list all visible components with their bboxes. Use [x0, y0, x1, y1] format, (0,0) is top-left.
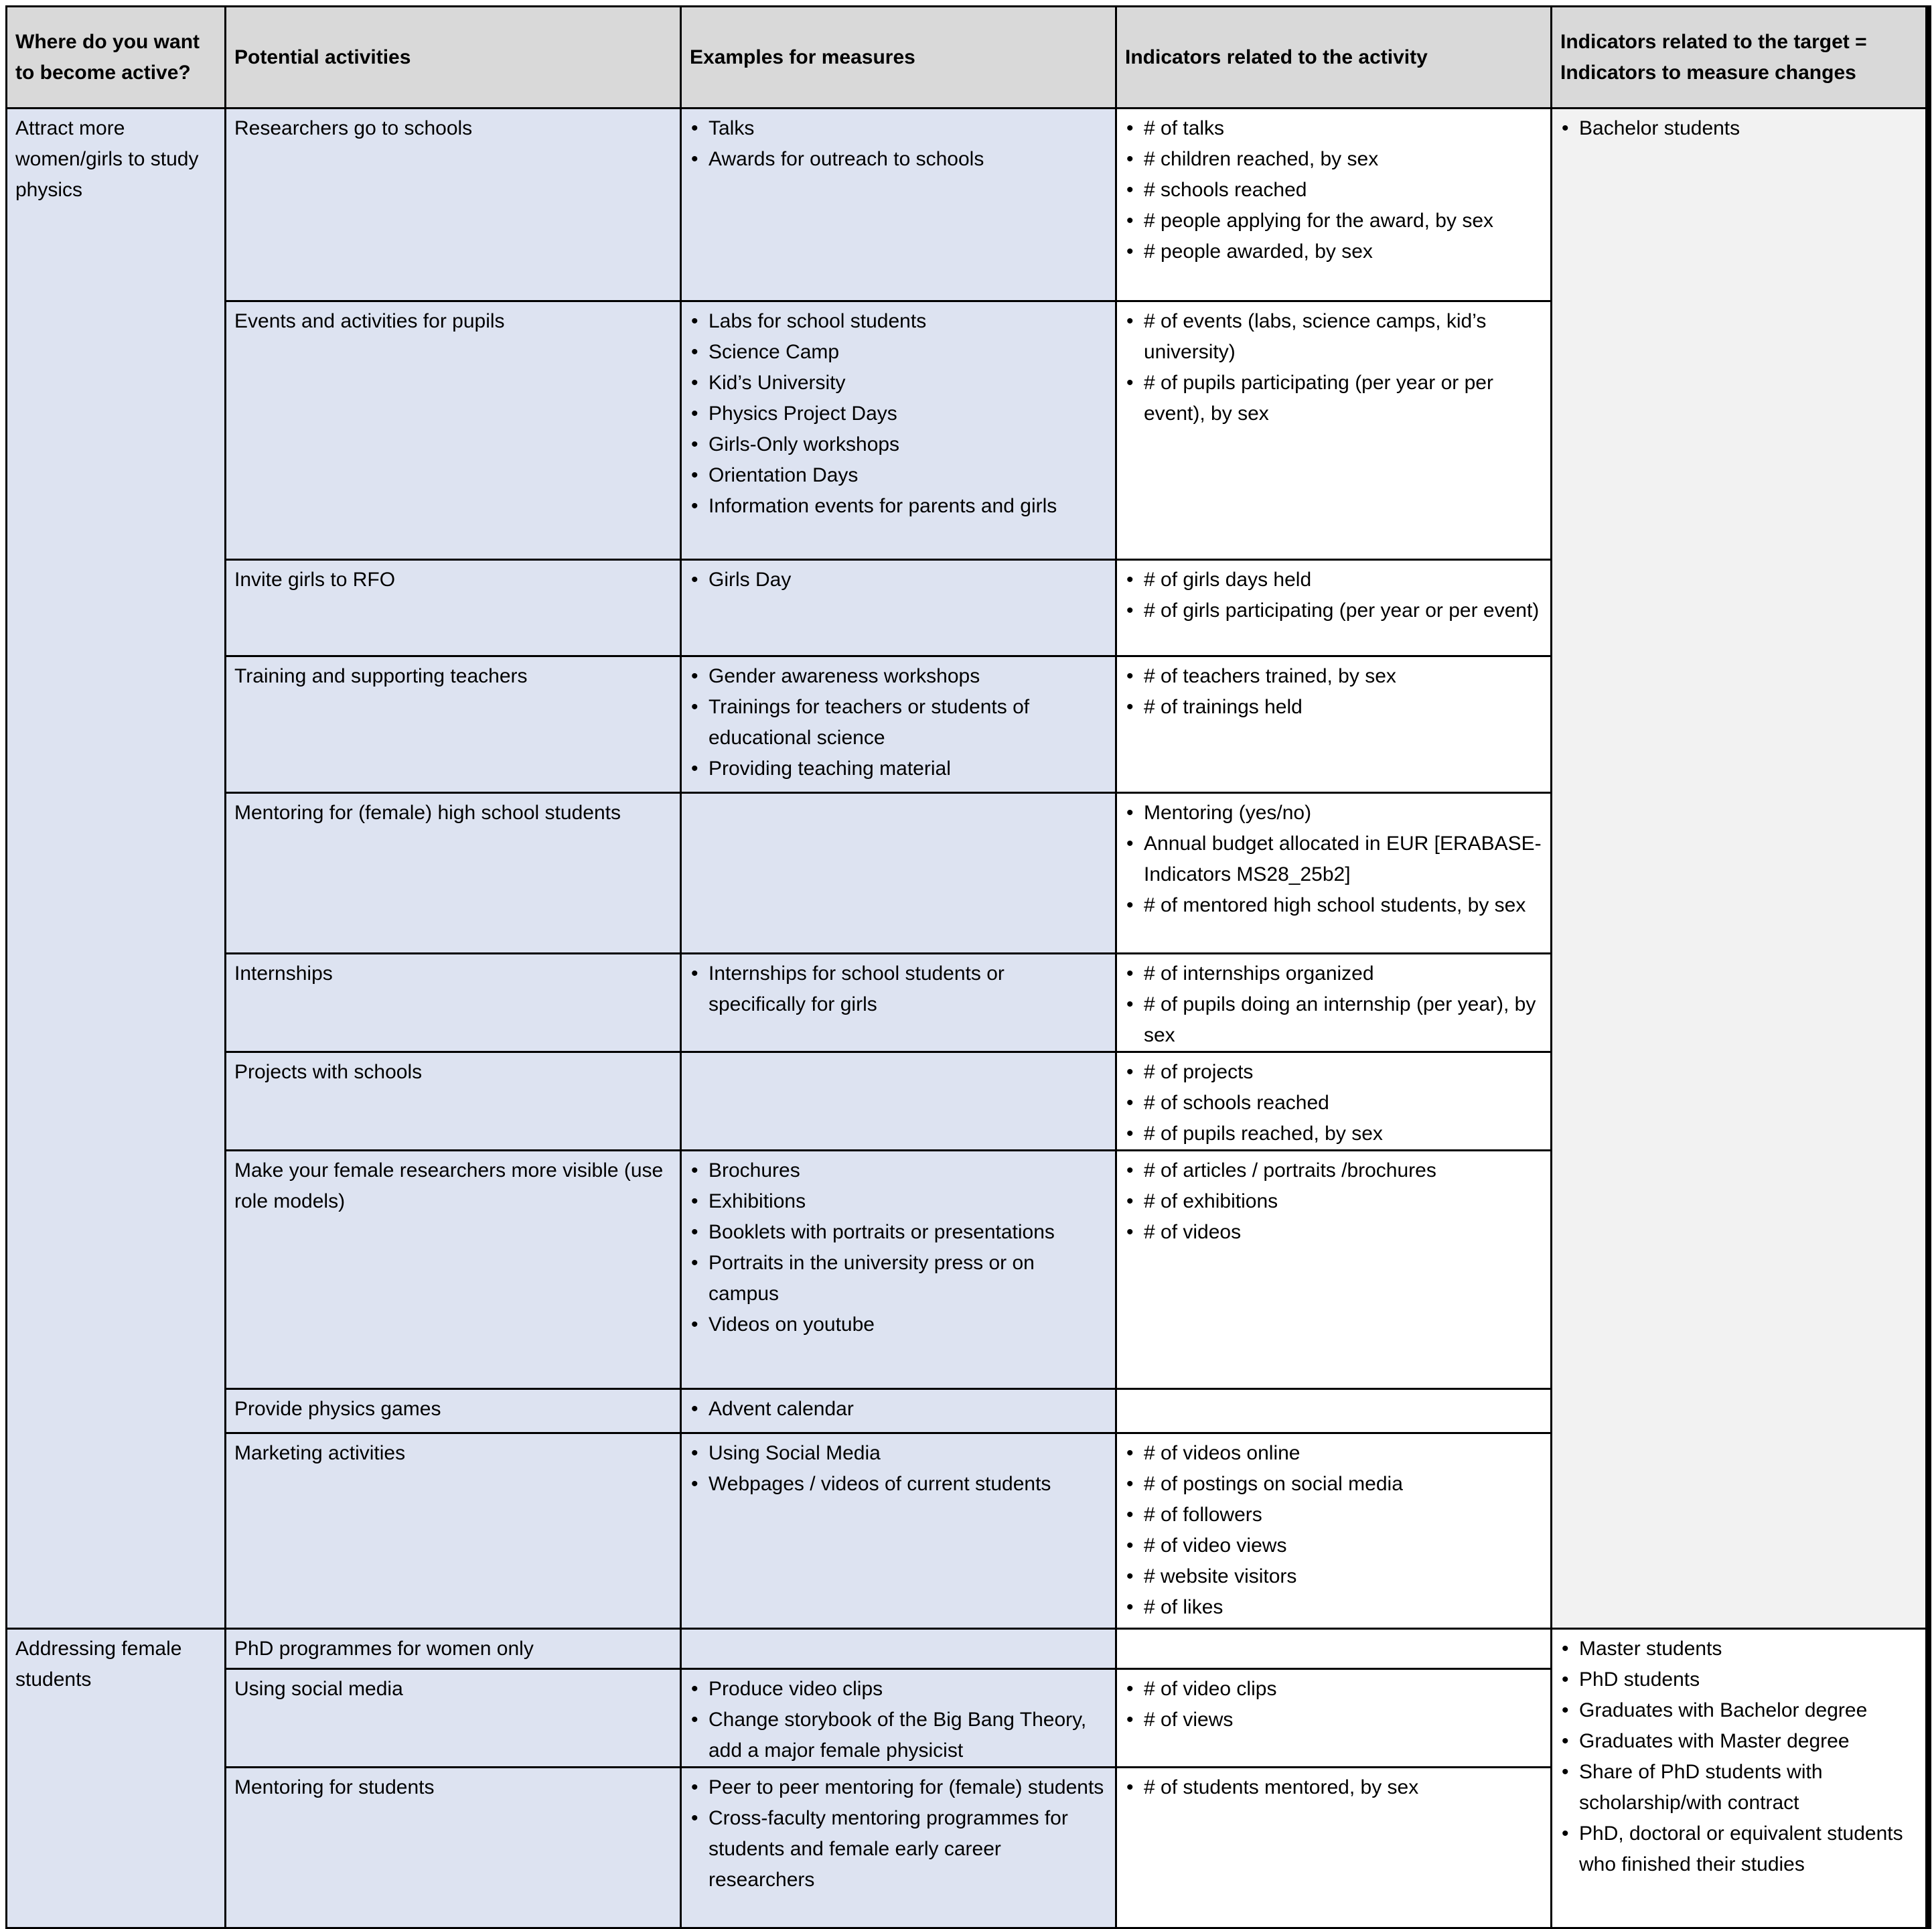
measures-list [690, 113, 1107, 175]
list-item: • # of projects [1125, 1057, 1542, 1088]
measures-list [690, 1394, 1107, 1425]
list-item: • # of schools reached [1125, 1088, 1542, 1119]
list-item: • Trainings for teachers or students of educational science [690, 692, 1107, 754]
activity-indicators-cell [1116, 301, 1552, 560]
list-item: • Physics Project Days [690, 399, 1107, 429]
list-item: • Providing teaching material [690, 754, 1107, 784]
measures-list [690, 306, 1107, 522]
measures-cell [681, 1669, 1116, 1768]
table-row [7, 109, 1929, 301]
list-item: • Peer to peer mentoring for (female) students [690, 1772, 1107, 1803]
list-item: • Awards for outreach to schools [690, 144, 1107, 175]
activity-indicators-cell [1116, 954, 1552, 1052]
list-item: • Advent calendar [690, 1394, 1107, 1425]
list-item: • # of mentored high school students, by sex [1125, 890, 1542, 921]
list-item: • Booklets with portraits or presentations [690, 1217, 1107, 1248]
list-item: • Kid’s University [690, 368, 1107, 399]
activity-indicators-cell [1116, 109, 1552, 301]
list-item: • # of followers [1125, 1500, 1542, 1530]
measures-list [690, 958, 1107, 1020]
measures-cell [681, 954, 1116, 1052]
list-item: • Girls Day [690, 565, 1107, 595]
indicators-list [1125, 565, 1542, 626]
header-target-indicators: Indicators related to the target = Indicators to measure changes [1552, 7, 1929, 109]
list-item: • Brochures [690, 1155, 1107, 1186]
list-item: • Graduates with Master degree [1560, 1726, 1917, 1757]
list-item: • Orientation Days [690, 460, 1107, 491]
list-item: • Girls-Only workshops [690, 429, 1107, 460]
list-item: • # of videos [1125, 1217, 1542, 1248]
measures-list [690, 1438, 1107, 1500]
measures-cell [681, 793, 1116, 954]
list-item: • # of teachers trained, by sex [1125, 661, 1542, 692]
activity-indicators-cell [1116, 656, 1552, 793]
area-cell: Addressing female students [7, 1629, 226, 1928]
list-item: • # of likes [1125, 1592, 1542, 1623]
activities-indicators-table [5, 5, 1931, 1929]
measures-cell [681, 1389, 1116, 1433]
indicators-list [1125, 958, 1542, 1051]
list-item: • # people awarded, by sex [1125, 236, 1542, 267]
target-indicators-cell [1552, 1629, 1929, 1928]
activity-cell: Internships [226, 954, 681, 1052]
target-indicators-cell [1552, 109, 1929, 1629]
activity-indicators-cell [1116, 560, 1552, 656]
indicators-list [1125, 113, 1542, 267]
list-item: • # of exhibitions [1125, 1186, 1542, 1217]
list-item: • # of internships organized [1125, 958, 1542, 989]
activity-cell: Provide physics games [226, 1389, 681, 1433]
list-item: • # of postings on social media [1125, 1469, 1542, 1500]
measures-list [690, 1772, 1107, 1896]
list-item: • Webpages / videos of current students [690, 1469, 1107, 1500]
activity-cell: Mentoring for students [226, 1768, 681, 1928]
list-item: • Gender awareness workshops [690, 661, 1107, 692]
list-item: • Labs for school students [690, 306, 1107, 337]
measures-cell [681, 560, 1116, 656]
list-item: • Science Camp [690, 337, 1107, 368]
activity-indicators-cell [1116, 1389, 1552, 1433]
list-item: • Cross-faculty mentoring programmes for students and female early career researchers [690, 1803, 1107, 1896]
activity-indicators-cell [1116, 1052, 1552, 1151]
measures-cell [681, 656, 1116, 793]
measures-list [690, 661, 1107, 784]
measures-list [690, 1155, 1107, 1340]
table-body [7, 109, 1929, 1928]
measures-cell [681, 1629, 1116, 1669]
indicators-list [1125, 661, 1542, 723]
list-item: • # of girls days held [1125, 565, 1542, 595]
header-row [7, 7, 1929, 109]
activity-cell: Researchers go to schools [226, 109, 681, 301]
activity-cell: Events and activities for pupils [226, 301, 681, 560]
target-indicators-list [1560, 1634, 1917, 1880]
list-item: • PhD students [1560, 1664, 1917, 1695]
header-measures: Examples for measures [681, 7, 1116, 109]
list-item: • # of pupils reached, by sex [1125, 1119, 1542, 1149]
header-activities: Potential activities [226, 7, 681, 109]
list-item: • # of girls participating (per year or per event) [1125, 595, 1542, 626]
activity-cell: Invite girls to RFO [226, 560, 681, 656]
list-item: • Change storybook of the Big Bang Theory, add a major female physicist [690, 1705, 1107, 1766]
header-activity-indicators: Indicators related to the activity [1116, 7, 1552, 109]
measures-list [690, 565, 1107, 595]
activity-cell: Make your female researchers more visible (use role models) [226, 1151, 681, 1389]
list-item: • Share of PhD students with scholarship/with contract [1560, 1757, 1917, 1818]
activity-indicators-cell [1116, 1768, 1552, 1928]
list-item: • Bachelor students [1560, 113, 1917, 144]
area-cell: Attract more women/girls to study physics [7, 109, 226, 1629]
list-item: • Information events for parents and girls [690, 491, 1107, 522]
activity-cell: Marketing activities [226, 1433, 681, 1629]
header-area: Where do you want to become active? [7, 7, 226, 109]
measures-cell [681, 109, 1116, 301]
list-item: • # of videos online [1125, 1438, 1542, 1469]
activity-indicators-cell [1116, 1669, 1552, 1768]
list-item: • # of events (labs, science camps, kid’s university) [1125, 306, 1542, 368]
measures-cell [681, 301, 1116, 560]
list-item: • # schools reached [1125, 175, 1542, 206]
measures-list [690, 1674, 1107, 1766]
list-item: • # website visitors [1125, 1561, 1542, 1592]
list-item: • Annual budget allocated in EUR [ERABASE-Indicators MS28_25b2] [1125, 829, 1542, 890]
list-item: • # of views [1125, 1705, 1542, 1735]
indicators-list [1125, 1155, 1542, 1248]
activity-cell: Mentoring for (female) high school students [226, 793, 681, 954]
measures-cell [681, 1052, 1116, 1151]
list-item: • Exhibitions [690, 1186, 1107, 1217]
measures-cell [681, 1433, 1116, 1629]
list-item: • # of video views [1125, 1530, 1542, 1561]
list-item: • # of pupils participating (per year or per event), by sex [1125, 368, 1542, 429]
list-item: • # people applying for the award, by sex [1125, 206, 1542, 236]
activity-cell: PhD programmes for women only [226, 1629, 681, 1669]
list-item: • Portraits in the university press or on campus [690, 1248, 1107, 1309]
list-item: • Talks [690, 113, 1107, 144]
table-row [7, 1629, 1929, 1669]
list-item: • Internships for school students or specifically for girls [690, 958, 1107, 1020]
indicators-list [1125, 798, 1542, 921]
list-item: • # of pupils doing an internship (per year), by sex [1125, 989, 1542, 1051]
indicators-list [1125, 1772, 1542, 1803]
list-item: • # of trainings held [1125, 692, 1542, 723]
list-item: • # of talks [1125, 113, 1542, 144]
indicators-list [1125, 306, 1542, 429]
list-item: • Produce video clips [690, 1674, 1107, 1705]
measures-cell [681, 1768, 1116, 1928]
list-item: • # children reached, by sex [1125, 144, 1542, 175]
activity-cell: Using social media [226, 1669, 681, 1768]
indicators-list [1125, 1438, 1542, 1623]
list-item: • Graduates with Bachelor degree [1560, 1695, 1917, 1726]
list-item: • # of students mentored, by sex [1125, 1772, 1542, 1803]
activity-indicators-cell [1116, 1151, 1552, 1389]
list-item: • # of video clips [1125, 1674, 1542, 1705]
list-item: • Videos on youtube [690, 1309, 1107, 1340]
indicators-list [1125, 1057, 1542, 1149]
target-indicators-list [1560, 113, 1917, 144]
activity-indicators-cell [1116, 1433, 1552, 1629]
activity-indicators-cell [1116, 1629, 1552, 1669]
activity-cell: Training and supporting teachers [226, 656, 681, 793]
list-item: • # of articles / portraits /brochures [1125, 1155, 1542, 1186]
activity-indicators-cell [1116, 793, 1552, 954]
list-item: • Mentoring (yes/no) [1125, 798, 1542, 829]
list-item: • Master students [1560, 1634, 1917, 1664]
list-item: • Using Social Media [690, 1438, 1107, 1469]
list-item: • PhD, doctoral or equivalent students who finished their studies [1560, 1818, 1917, 1880]
measures-cell [681, 1151, 1116, 1389]
activity-cell: Projects with schools [226, 1052, 681, 1151]
indicators-list [1125, 1674, 1542, 1735]
